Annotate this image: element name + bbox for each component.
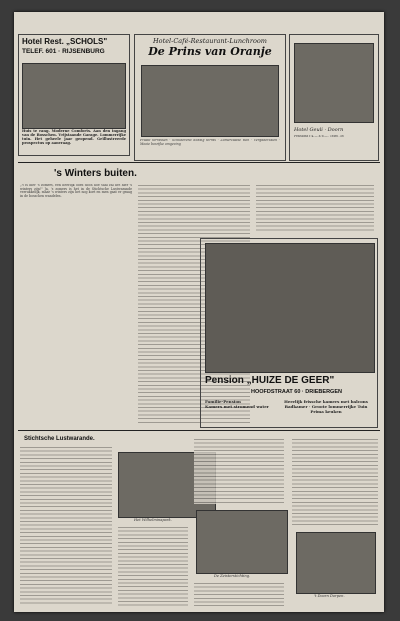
article-title: 's Winters buiten.: [54, 168, 137, 179]
ad-oranje-title: De Prins van Oranje: [148, 45, 272, 58]
lower-col-1: [20, 446, 112, 606]
newspaper-page: [14, 12, 384, 612]
ad-geer-address: HOOFDSTRAAT 60 · DRIEBERGEN: [251, 389, 342, 395]
ad-oranje-photo: [141, 65, 279, 137]
lower-col-4: [292, 438, 378, 528]
ad-oranje-kicker: Hotel-Café-Restaurant-Lunchroom: [153, 37, 267, 45]
lower-title: Stichtsche Lustwarande.: [24, 436, 95, 442]
ad-geuli-title: Hotel Geuli · Doorn: [294, 127, 344, 133]
ad-geuli-caption: Pensions f 4.— à 6.—. Telef. 38: [294, 135, 344, 138]
ad-schols-photo: [22, 63, 126, 129]
ad-schols-phone: TELEF. 601 · RIJSENBURG: [22, 48, 105, 55]
caption-doorn: 't Doorn Dorpen.: [314, 594, 345, 598]
ad-geuli-photo: [294, 43, 374, 123]
caption-wilhelminapark: Het Wilhelminapark.: [134, 518, 172, 522]
divider: [18, 430, 380, 431]
divider: [18, 162, 380, 163]
article-col-3-text: [256, 184, 374, 232]
lower-col-3b: [194, 582, 284, 606]
ad-hotel-schols: [18, 34, 130, 156]
ad-oranje-caption: Fraaie terrassen · Schilderend diotsig terras · Zomerzaalse tuin · Vergaderzalen · Mooie bosrijke omgeving: [140, 139, 280, 146]
ad-huize-de-geer: [200, 238, 378, 428]
caption-zeisterstichting: De Zeisterstichting.: [214, 574, 251, 578]
ad-schols-title: Hotel Rest. „SCHOLS": [22, 37, 108, 46]
article-col-1: „'t is hier 's zomers, een heerlijk oord doch hoe saai zal het hier 's winters zijn!" Ja, 's zomers is het in de Stichtsche Lustwarande verrukkelijk, maar 's winters zijn het nog kort en men gaat er graag in de bosschen wandelen.: [20, 184, 132, 199]
ad-geer-photo: [205, 243, 375, 373]
ad-prins-van-oranje: [134, 34, 286, 161]
ad-geer-title: Pension „HUIZE DE GEER": [205, 375, 335, 386]
ad-schols-body: Huis te rang. Moderne Comforts. Aan den ingang van de Bosschen. Vrijstaande Garage. Lommerrijke tuin. Het geheele jaar geopend. Geïllustreerde prospectus op aanvraag.: [22, 129, 126, 145]
photo-doorn: [296, 532, 376, 594]
photo-zeisterstichting: [196, 510, 288, 574]
ad-geer-col1: Familie-Pension Kamers met stromend water: [205, 399, 269, 409]
ad-geer-col2: Heerlijk frissche kamers met balcons Badkamer · Groote lommerrijke Tuin Prima keuken: [284, 399, 368, 414]
lower-col-3: [194, 438, 284, 504]
ad-hotel-geuli: [289, 34, 379, 161]
lower-col-2: [118, 526, 188, 606]
